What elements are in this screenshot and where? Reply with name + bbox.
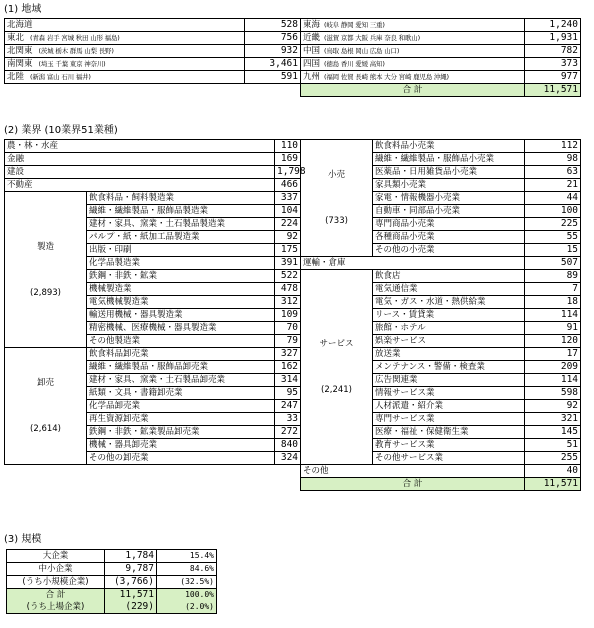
region-name xyxy=(301,58,525,71)
industry-value: 18 xyxy=(525,296,581,309)
blank-cell xyxy=(5,84,301,97)
industry-value: 327 xyxy=(275,348,301,361)
region-row xyxy=(5,45,581,58)
industry-name: その他サービス業 xyxy=(373,452,525,465)
region-value: 3,461 xyxy=(245,58,301,71)
industry-value: 598 xyxy=(525,387,581,400)
industry-value: 312 xyxy=(275,296,301,309)
manufacturing-group-count: (2,893) xyxy=(30,287,61,298)
region-value: 756 xyxy=(245,32,301,45)
industry-row xyxy=(5,413,581,426)
region-row xyxy=(5,32,581,45)
industry-name: 機械・器具卸売業 xyxy=(87,439,275,452)
region-row xyxy=(5,19,581,32)
region-label: 四国 xyxy=(303,59,321,69)
industry-name: 放送業 xyxy=(373,348,525,361)
industry-total-value: 11,571 xyxy=(525,478,581,491)
industry-value: 109 xyxy=(275,309,301,322)
industry-name: 化学品卸売業 xyxy=(87,400,275,413)
industry-value: 224 xyxy=(275,218,301,231)
region-value: 932 xyxy=(245,45,301,58)
industry-name: 電気機械製造業 xyxy=(87,296,275,309)
industry-name: 紙類・文具・書籍卸売業 xyxy=(87,387,275,400)
industry-row xyxy=(5,218,581,231)
industry-value: 840 xyxy=(275,439,301,452)
industry-name: 飲食料品・飼料製造業 xyxy=(87,192,275,205)
industry-name: その他の卸売業 xyxy=(87,452,275,465)
industry-value: 7 xyxy=(525,283,581,296)
industry-row xyxy=(5,309,581,322)
scale-pct: 15.4% xyxy=(157,550,217,563)
industry-value: 92 xyxy=(275,231,301,244)
industry-name: 繊維・繊維製品・服飾品卸売業 xyxy=(87,361,275,374)
scale-total-label: 合 計 xyxy=(7,589,105,602)
region-label: 東北 xyxy=(7,33,25,43)
industry-value: 209 xyxy=(525,361,581,374)
scale-row-listed xyxy=(7,601,217,614)
retail-group xyxy=(301,140,373,257)
wholesale-group-label: 卸売 xyxy=(36,378,54,388)
scale-label: (うち小規模企業) xyxy=(7,576,105,589)
region-total-value: 11,571 xyxy=(525,84,581,97)
scale-label: 中小企業 xyxy=(7,563,105,576)
industry-name: 自動車・同部品小売業 xyxy=(373,205,525,218)
industry-value: 21 xyxy=(525,179,581,192)
industry-name: 運輸・倉庫 xyxy=(301,257,525,270)
industry-value: 55 xyxy=(525,231,581,244)
industry-name: 出版・印刷 xyxy=(87,244,275,257)
industry-row xyxy=(5,270,581,283)
industry-name: 教育サービス業 xyxy=(373,439,525,452)
industry-row xyxy=(5,140,581,153)
region-value: 528 xyxy=(245,19,301,32)
industry-row xyxy=(5,283,581,296)
region-value: 782 xyxy=(525,45,581,58)
service-group-label: サービス xyxy=(319,339,354,349)
scale-pct: 84.6% xyxy=(157,563,217,576)
industry-row xyxy=(5,452,581,465)
region-prefectures: (埼玉 千葉 東京 神奈川) xyxy=(38,60,106,68)
industry-name: 建材・家具、窯業・土石製品製造業 xyxy=(87,218,275,231)
region-label: 中国 xyxy=(303,46,321,56)
industry-value: 40 xyxy=(525,465,581,478)
industry-name: 鉄鋼・非鉄・鉱業製品卸売業 xyxy=(87,426,275,439)
industry-name: 家電・情報機器小売業 xyxy=(373,192,525,205)
region-prefectures: (鳥取 島根 岡山 広島 山口) xyxy=(324,47,400,55)
industry-name: 専門商品小売業 xyxy=(373,218,525,231)
region-total-row xyxy=(5,84,581,97)
region-value: 591 xyxy=(245,71,301,84)
industry-name: 機械製造業 xyxy=(87,283,275,296)
industry-row xyxy=(5,426,581,439)
industry-name: 専門サービス業 xyxy=(373,413,525,426)
region-name xyxy=(5,58,245,71)
scale-row-total xyxy=(7,589,217,602)
industry-name: その他 xyxy=(301,465,525,478)
industry-row xyxy=(5,400,581,413)
industry-value: 92 xyxy=(525,400,581,413)
scale-listed-label: (うち上場企業) xyxy=(7,601,105,614)
industry-value: 33 xyxy=(275,413,301,426)
industry-row xyxy=(5,348,581,361)
industry-value: 162 xyxy=(275,361,301,374)
industry-name: 広告関連業 xyxy=(373,374,525,387)
industry-value: 507 xyxy=(525,257,581,270)
region-name xyxy=(5,32,245,45)
region-prefectures: (岐阜 静岡 愛知 三重) xyxy=(324,21,385,29)
region-name xyxy=(5,19,245,32)
industry-value: 145 xyxy=(525,426,581,439)
industry-name: 医薬品・日用雑貨品小売業 xyxy=(373,166,525,179)
industry-value: 466 xyxy=(275,179,301,192)
industry-table xyxy=(4,139,581,491)
industry-name: 精密機械、医療機械・器具製造業 xyxy=(87,322,275,335)
industry-value: 63 xyxy=(525,166,581,179)
scale-value: (3,766) xyxy=(105,576,157,589)
industry-name: パルプ・紙・紙加工品製造業 xyxy=(87,231,275,244)
industry-value: 314 xyxy=(275,374,301,387)
industry-row xyxy=(5,244,581,257)
region-section-title: (1) 地域 xyxy=(4,4,42,15)
scale-row-sme xyxy=(7,563,217,576)
region-name xyxy=(301,32,525,45)
region-label: 近畿 xyxy=(303,33,321,43)
scale-pct: (32.5%) xyxy=(157,576,217,589)
industry-name: 電気・ガス・水道・熱供給業 xyxy=(373,296,525,309)
industry-name: 繊維・繊維製品・服飾品製造業 xyxy=(87,205,275,218)
industry-name: 繊維・繊維製品・服飾品小売業 xyxy=(373,153,525,166)
region-prefectures: (青森 岩手 宮城 秋田 山形 福島) xyxy=(30,34,120,42)
industry-value: 98 xyxy=(525,153,581,166)
region-prefectures: (茨城 栃木 群馬 山梨 長野) xyxy=(38,47,114,55)
industry-value: 169 xyxy=(275,153,301,166)
industry-row xyxy=(5,465,581,478)
industry-value: 104 xyxy=(275,205,301,218)
industry-value: 324 xyxy=(275,452,301,465)
region-label: 東海 xyxy=(303,20,321,30)
scale-section-title: (3) 規模 xyxy=(4,534,42,545)
industry-value: 114 xyxy=(525,374,581,387)
service-group-count: (2,241) xyxy=(321,385,352,395)
region-value: 1,240 xyxy=(525,19,581,32)
industry-name: 建設 xyxy=(5,166,275,179)
industry-value: 522 xyxy=(275,270,301,283)
industry-value: 272 xyxy=(275,426,301,439)
manufacturing-group-label: 製造 xyxy=(36,241,54,252)
scale-row-small xyxy=(7,576,217,589)
region-prefectures: (新潟 富山 石川 福井) xyxy=(30,73,91,81)
industry-value: 225 xyxy=(525,218,581,231)
retail-group-count: (733) xyxy=(325,216,348,226)
scale-label: 大企業 xyxy=(7,550,105,563)
industry-name: 娯楽サービス xyxy=(373,335,525,348)
region-row xyxy=(5,71,581,84)
industry-value: 95 xyxy=(275,387,301,400)
blank-cell xyxy=(5,465,301,491)
industry-value: 1,798 xyxy=(275,166,301,179)
industry-row xyxy=(5,439,581,452)
industry-row xyxy=(5,257,581,270)
industry-value: 247 xyxy=(275,400,301,413)
manufacturing-group xyxy=(5,192,87,348)
scale-value: 1,784 xyxy=(105,550,157,563)
industry-name: 再生資源卸売業 xyxy=(87,413,275,426)
industry-value: 337 xyxy=(275,192,301,205)
region-label: 南関東 xyxy=(7,59,33,69)
scale-row-large xyxy=(7,550,217,563)
industry-value: 175 xyxy=(275,244,301,257)
region-value: 1,931 xyxy=(525,32,581,45)
industry-name: 家具類小売業 xyxy=(373,179,525,192)
region-label: 北陸 xyxy=(7,72,25,82)
region-name xyxy=(301,19,525,32)
wholesale-group-count: (2,614) xyxy=(30,424,61,434)
industry-value: 51 xyxy=(525,439,581,452)
region-label: 九州 xyxy=(303,72,321,82)
industry-value: 114 xyxy=(525,309,581,322)
industry-value: 89 xyxy=(525,270,581,283)
industry-name: 医療・福祉・保健衛生業 xyxy=(373,426,525,439)
industry-value: 478 xyxy=(275,283,301,296)
industry-value: 15 xyxy=(525,244,581,257)
region-prefectures: (滋賀 京都 大阪 兵庫 奈良 和歌山) xyxy=(324,34,420,42)
region-prefectures: (福岡 佐賀 長崎 熊本 大分 宮崎 鹿児島 沖縄) xyxy=(324,73,449,81)
wholesale-group xyxy=(5,348,87,465)
industry-value: 391 xyxy=(275,257,301,270)
region-value: 977 xyxy=(525,71,581,84)
industry-name: リース・賃貸業 xyxy=(373,309,525,322)
industry-name: その他製造業 xyxy=(87,335,275,348)
scale-value: 9,787 xyxy=(105,563,157,576)
region-table xyxy=(4,18,581,97)
region-value: 373 xyxy=(525,58,581,71)
industry-name: 飲食店 xyxy=(373,270,525,283)
industry-section-title: (2) 業界 (10業界51業種) xyxy=(4,125,118,136)
scale-table xyxy=(6,549,217,614)
industry-name: 情報サービス業 xyxy=(373,387,525,400)
industry-value: 70 xyxy=(275,322,301,335)
region-total-label: 合 計 xyxy=(301,84,525,97)
region-name xyxy=(301,45,525,58)
scale-listed-value: (229) xyxy=(105,601,157,614)
industry-value: 100 xyxy=(525,205,581,218)
retail-group-label: 小売 xyxy=(328,170,346,180)
industry-row xyxy=(5,322,581,335)
industry-value: 44 xyxy=(525,192,581,205)
region-prefectures: (徳島 香川 愛媛 高知) xyxy=(324,60,385,68)
scale-total-pct: 100.0% xyxy=(157,589,217,602)
region-name xyxy=(301,71,525,84)
industry-value: 321 xyxy=(525,413,581,426)
industry-row xyxy=(5,166,581,179)
industry-value: 17 xyxy=(525,348,581,361)
service-group xyxy=(301,270,373,465)
industry-name: 輸送用機械・器具製造業 xyxy=(87,309,275,322)
industry-name: 飲食料品卸売業 xyxy=(87,348,275,361)
industry-name: メンテナンス・警備・検査業 xyxy=(373,361,525,374)
region-name xyxy=(5,45,245,58)
industry-total-label: 合 計 xyxy=(301,478,525,491)
industry-name: 飲食料品小売業 xyxy=(373,140,525,153)
industry-name: 鉄鋼・非鉄・鉱業 xyxy=(87,270,275,283)
industry-name: 旅館・ホテル xyxy=(373,322,525,335)
industry-row xyxy=(5,192,581,205)
industry-name: その他の小売業 xyxy=(373,244,525,257)
scale-total-value: 11,571 xyxy=(105,589,157,602)
industry-row xyxy=(5,296,581,309)
industry-name: 不動産 xyxy=(5,179,275,192)
industry-value: 255 xyxy=(525,452,581,465)
region-label: 北関東 xyxy=(7,46,33,56)
industry-row xyxy=(5,231,581,244)
industry-value: 79 xyxy=(275,335,301,348)
industry-name: 各種商品小売業 xyxy=(373,231,525,244)
industry-name: 金融 xyxy=(5,153,275,166)
industry-value: 91 xyxy=(525,322,581,335)
industry-name: 化学品製造業 xyxy=(87,257,275,270)
industry-row xyxy=(5,153,581,166)
industry-value: 112 xyxy=(525,140,581,153)
industry-name: 農・林・水産 xyxy=(5,140,275,153)
industry-value: 110 xyxy=(275,140,301,153)
industry-row xyxy=(5,387,581,400)
region-label: 北海道 xyxy=(7,20,33,30)
industry-row xyxy=(5,179,581,192)
industry-row xyxy=(5,374,581,387)
industry-row xyxy=(5,335,581,348)
region-row xyxy=(5,58,581,71)
industry-name: 人材派遣・紹介業 xyxy=(373,400,525,413)
industry-row xyxy=(5,205,581,218)
industry-row xyxy=(5,361,581,374)
industry-name: 建材・家具、窯業・土石製品卸売業 xyxy=(87,374,275,387)
industry-value: 120 xyxy=(525,335,581,348)
region-name xyxy=(5,71,245,84)
industry-name: 電気通信業 xyxy=(373,283,525,296)
scale-listed-pct: (2.0%) xyxy=(157,601,217,614)
